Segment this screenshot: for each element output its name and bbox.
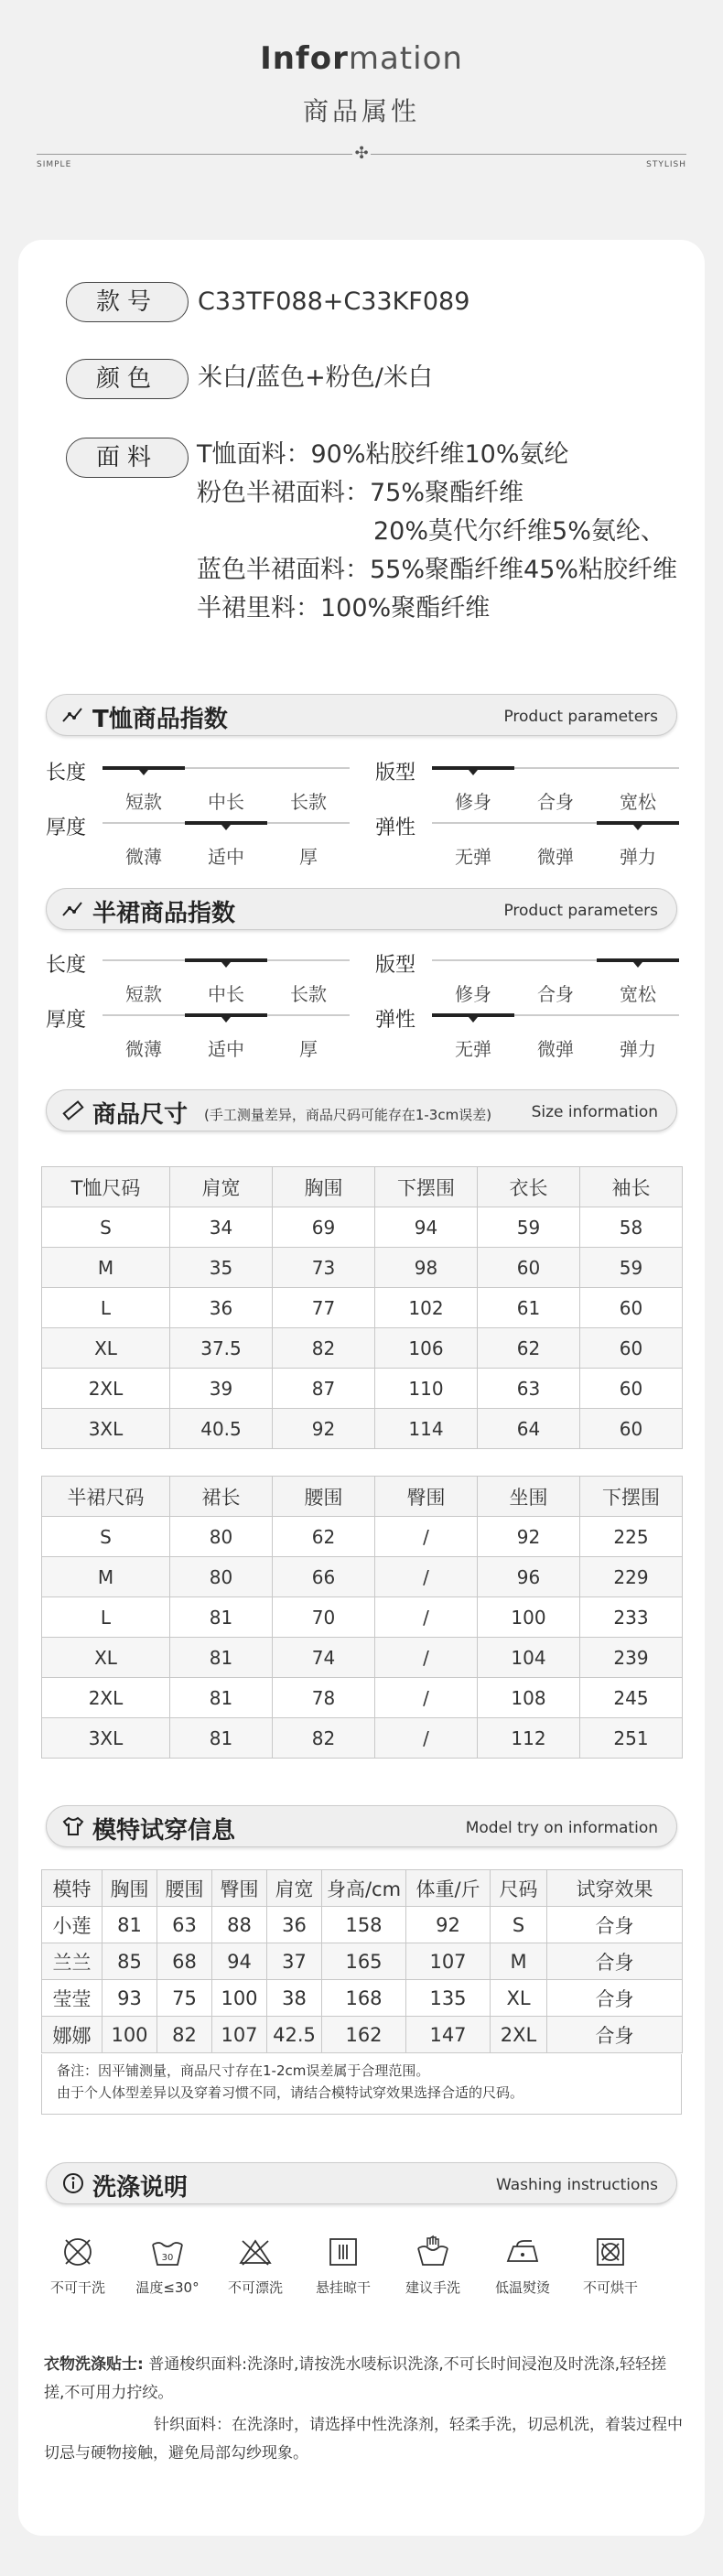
table-cell: 82 xyxy=(157,2017,212,2053)
param-option: 厚 xyxy=(299,846,318,868)
table-cell: 兰兰 xyxy=(42,1943,103,1980)
table-cell: 92 xyxy=(273,1409,375,1449)
table-cell: 2XL xyxy=(42,1369,170,1409)
param-label: 版型 xyxy=(375,954,416,977)
table-cell: M xyxy=(42,1557,170,1597)
table-cell: 合身 xyxy=(547,2017,683,2053)
table-cell: 2XL xyxy=(42,1678,170,1718)
table-cell: 98 xyxy=(375,1248,478,1288)
table-cell: 93 xyxy=(103,1980,157,2017)
table-cell: 81 xyxy=(170,1597,273,1638)
table-cell: 娜娜 xyxy=(42,2017,103,2053)
simple-tag: SIMPLE xyxy=(37,160,72,169)
table-cell: S xyxy=(42,1207,170,1248)
param-label: 长度 xyxy=(46,762,87,785)
table-cell: 60 xyxy=(580,1409,683,1449)
table-cell: 102 xyxy=(375,1288,478,1328)
param-marker-icon xyxy=(633,962,642,968)
table-cell: 162 xyxy=(322,2017,406,2053)
table-cell: 135 xyxy=(406,1980,491,2017)
table-cell: 68 xyxy=(157,1943,212,1980)
param-row xyxy=(375,812,677,868)
table-cell: 87 xyxy=(273,1369,375,1409)
model-info-header xyxy=(46,1805,677,1847)
wash-label: 温度≤30° xyxy=(135,2279,200,2296)
table-cell: 94 xyxy=(375,1207,478,1248)
param-label: 弹性 xyxy=(375,817,416,839)
table-cell: 36 xyxy=(267,1907,322,1943)
trend-line-icon xyxy=(61,897,85,921)
size-info-header xyxy=(46,1089,677,1131)
wash-item xyxy=(126,2234,209,2297)
hand-wash-icon xyxy=(415,2234,451,2270)
table-header-row xyxy=(42,1167,683,1207)
table-cell: 168 xyxy=(322,1980,406,2017)
wash-30-icon xyxy=(149,2234,186,2270)
page-title: Information xyxy=(260,40,463,77)
table-cell: 小莲 xyxy=(42,1907,103,1943)
table-cell: 92 xyxy=(406,1907,491,1943)
care-tips-line: 针织面料：在洗涤时，请选择中性洗涤剂，轻柔手洗，切忌机洗，着装过程中切忌与硬物接触，避免局部勾纱现象。 xyxy=(44,2416,683,2462)
wash-item xyxy=(302,2234,384,2297)
table-cell: 81 xyxy=(170,1718,273,1759)
table-cell: 60 xyxy=(580,1288,683,1328)
table-header-cell: 模特 xyxy=(42,1870,103,1907)
fabric-line: 蓝色半裙面料：55%聚酯纤维45%粘胶纤维 xyxy=(197,556,678,584)
table-cell: 81 xyxy=(170,1638,273,1678)
param-option: 合身 xyxy=(537,983,574,1005)
table-row xyxy=(42,1517,683,1557)
model-note-line: 备注：因平铺测量，商品尺寸存在1-2cm误差属于合理范围。 xyxy=(57,2062,430,2079)
product-info-card xyxy=(18,240,705,2536)
tshirt-size-table xyxy=(41,1166,683,1449)
cross-ornament-icon: ✣ xyxy=(352,145,371,163)
table-row xyxy=(42,1980,683,2017)
svg-text:30: 30 xyxy=(161,2253,174,2263)
table-cell: 80 xyxy=(170,1557,273,1597)
table-cell: 61 xyxy=(478,1288,580,1328)
table-cell: XL xyxy=(42,1328,170,1369)
table-cell: / xyxy=(375,1597,478,1638)
param-option: 适中 xyxy=(208,1038,244,1060)
param-option: 短款 xyxy=(125,791,162,813)
table-cell: 75 xyxy=(157,1980,212,2017)
table-header-cell: 下摆围 xyxy=(580,1477,683,1517)
table-cell: 74 xyxy=(273,1638,375,1678)
param-track xyxy=(103,822,350,868)
table-header-cell: 肩宽 xyxy=(267,1870,322,1907)
table-cell: 96 xyxy=(478,1557,580,1597)
table-cell: 36 xyxy=(170,1288,273,1328)
table-cell: 239 xyxy=(580,1638,683,1678)
model-note-box xyxy=(41,2054,682,2115)
param-marker-icon xyxy=(469,770,478,775)
fabric-label: 面料 xyxy=(66,438,189,478)
color-value: 米白/蓝色+粉色/米白 xyxy=(198,363,433,392)
section-english-title: Washing instructions xyxy=(495,2176,658,2194)
param-option: 中长 xyxy=(208,791,244,813)
table-cell: 114 xyxy=(375,1409,478,1449)
param-row xyxy=(375,949,677,1005)
info-icon xyxy=(61,2171,85,2195)
param-track xyxy=(432,767,679,813)
table-cell: 94 xyxy=(212,1943,267,1980)
table-cell: 112 xyxy=(478,1718,580,1759)
param-row xyxy=(46,812,348,868)
section-english-title: Model try on information xyxy=(465,1819,658,1837)
table-header-cell: T恤尺码 xyxy=(42,1167,170,1207)
param-label: 版型 xyxy=(375,762,416,785)
stylish-tag: STYLISH xyxy=(646,160,686,169)
table-cell: 108 xyxy=(478,1678,580,1718)
table-cell: 38 xyxy=(267,1980,322,2017)
fabric-line: 半裙里料：100%聚酯纤维 xyxy=(197,594,491,622)
table-cell: 107 xyxy=(212,2017,267,2053)
table-cell: 100 xyxy=(103,2017,157,2053)
table-cell: S xyxy=(491,1907,547,1943)
table-header-cell: 半裙尺码 xyxy=(42,1477,170,1517)
table-cell: 37 xyxy=(267,1943,322,1980)
param-option: 弹力 xyxy=(620,846,656,868)
fabric-line: T恤面料：90%粘胶纤维10%氨纶 xyxy=(197,440,569,469)
table-row xyxy=(42,2017,683,2053)
wash-label: 不可干洗 xyxy=(49,2279,105,2296)
table-cell: 81 xyxy=(103,1907,157,1943)
wash-item xyxy=(392,2234,474,2297)
param-option: 适中 xyxy=(208,846,244,868)
table-cell: / xyxy=(375,1517,478,1557)
wash-item xyxy=(37,2234,119,2297)
table-row xyxy=(42,1409,683,1449)
table-cell: 34 xyxy=(170,1207,273,1248)
table-cell: XL xyxy=(42,1638,170,1678)
table-header-cell: 试穿效果 xyxy=(547,1870,683,1907)
param-marker-icon xyxy=(633,825,642,830)
table-cell: L xyxy=(42,1597,170,1638)
table-cell: 229 xyxy=(580,1557,683,1597)
tshirt-params-header xyxy=(46,694,677,736)
param-marker-icon xyxy=(221,825,231,830)
table-cell: 37.5 xyxy=(170,1328,273,1369)
table-cell: / xyxy=(375,1678,478,1718)
table-cell: / xyxy=(375,1638,478,1678)
table-cell: 107 xyxy=(406,1943,491,1980)
param-option: 微薄 xyxy=(125,1038,162,1060)
care-tips-title: 衣物洗涤贴士: xyxy=(44,2355,144,2374)
wash-label: 不可烘干 xyxy=(582,2279,638,2296)
param-option: 微薄 xyxy=(125,846,162,868)
table-cell: 85 xyxy=(103,1943,157,1980)
hang-dry-icon xyxy=(325,2234,362,2270)
table-cell: 合身 xyxy=(547,1907,683,1943)
table-header-cell: 体重/斤 xyxy=(406,1870,491,1907)
table-cell: 39 xyxy=(170,1369,273,1409)
table-cell: 3XL xyxy=(42,1409,170,1449)
param-option: 弹力 xyxy=(620,1038,656,1060)
no-tumble-dry-icon xyxy=(592,2234,629,2270)
table-row xyxy=(42,1328,683,1369)
section-title: 模特试穿信息 xyxy=(92,1817,236,1845)
param-row xyxy=(375,757,677,813)
care-tips-text: 普通梭织面料:洗涤时,请按洗水唛标识洗涤,不可长时间浸泡及时洗涤,轻轻搓搓,不可用力拧绞。 xyxy=(44,2355,667,2402)
param-option: 合身 xyxy=(537,791,574,813)
table-cell: 69 xyxy=(273,1207,375,1248)
table-cell: 251 xyxy=(580,1718,683,1759)
table-cell: 58 xyxy=(580,1207,683,1248)
wash-item xyxy=(481,2234,564,2297)
model-number-label: 款号 xyxy=(66,282,189,322)
table-cell: 77 xyxy=(273,1288,375,1328)
table-row xyxy=(42,1369,683,1409)
table-header-cell: 肩宽 xyxy=(170,1167,273,1207)
param-option: 微弹 xyxy=(537,1038,574,1060)
table-cell: 100 xyxy=(212,1980,267,2017)
skirt-size-table xyxy=(41,1476,683,1759)
table-cell: 106 xyxy=(375,1328,478,1369)
param-row xyxy=(46,757,348,813)
low-iron-icon xyxy=(504,2234,541,2270)
table-header-cell: 坐围 xyxy=(478,1477,580,1517)
table-cell: XL xyxy=(491,1980,547,2017)
table-row xyxy=(42,1288,683,1328)
table-header-cell: 裙长 xyxy=(170,1477,273,1517)
table-cell: 92 xyxy=(478,1517,580,1557)
size-note: (手工测量差异，商品尺码可能存在1-3cm误差) xyxy=(204,1107,492,1123)
table-row xyxy=(42,1943,683,1980)
care-tips-line xyxy=(44,2351,685,2408)
table-cell: 59 xyxy=(478,1207,580,1248)
wash-label: 建议手洗 xyxy=(405,2279,460,2296)
table-cell: 合身 xyxy=(547,1980,683,2017)
model-fit-table xyxy=(41,1869,683,2053)
table-cell: 莹莹 xyxy=(42,1980,103,2017)
table-cell: 63 xyxy=(478,1369,580,1409)
table-header-cell: 尺码 xyxy=(491,1870,547,1907)
param-option: 微弹 xyxy=(537,846,574,868)
table-header-row xyxy=(42,1477,683,1517)
wash-item xyxy=(569,2234,652,2297)
param-option: 长款 xyxy=(290,983,327,1005)
table-cell: S xyxy=(42,1517,170,1557)
table-header-cell: 下摆围 xyxy=(375,1167,478,1207)
table-header-cell: 胸围 xyxy=(273,1167,375,1207)
param-row xyxy=(46,949,348,1005)
table-row xyxy=(42,1207,683,1248)
shirt-icon xyxy=(61,1814,85,1838)
no-bleach-icon xyxy=(237,2234,274,2270)
model-note-line: 由于个人体型差异以及穿着习惯不同，请结合模特试穿效果选择合适的尺码。 xyxy=(57,2084,524,2101)
skirt-params-header xyxy=(46,888,677,930)
table-cell: 245 xyxy=(580,1678,683,1718)
wash-label: 不可漂洗 xyxy=(227,2279,283,2296)
table-cell: 225 xyxy=(580,1517,683,1557)
table-cell: 40.5 xyxy=(170,1409,273,1449)
table-header-cell: 腰围 xyxy=(273,1477,375,1517)
table-row xyxy=(42,1597,683,1638)
table-cell: 110 xyxy=(375,1369,478,1409)
param-row xyxy=(46,1004,348,1060)
param-option: 厚 xyxy=(299,1038,318,1060)
param-track xyxy=(103,1014,350,1060)
table-cell: 59 xyxy=(580,1248,683,1288)
param-option: 长款 xyxy=(290,791,327,813)
trend-line-icon xyxy=(61,703,85,727)
param-label: 厚度 xyxy=(46,1009,87,1032)
table-cell: 80 xyxy=(170,1517,273,1557)
table-cell: 35 xyxy=(170,1248,273,1288)
section-title: 洗涤说明 xyxy=(92,2174,189,2202)
param-marker-icon xyxy=(469,1017,478,1023)
param-option: 宽松 xyxy=(620,791,656,813)
fabric-line: 20%莫代尔纤维5%氨纶、 xyxy=(373,517,665,546)
param-option: 无弹 xyxy=(455,846,491,868)
table-row xyxy=(42,1718,683,1759)
wash-item xyxy=(214,2234,297,2297)
table-cell: 60 xyxy=(580,1328,683,1369)
table-cell: 82 xyxy=(273,1718,375,1759)
table-cell: 合身 xyxy=(547,1943,683,1980)
table-cell: L xyxy=(42,1288,170,1328)
table-cell: 62 xyxy=(478,1328,580,1369)
table-header-cell: 衣长 xyxy=(478,1167,580,1207)
page-header xyxy=(0,0,723,238)
param-track xyxy=(103,959,350,1005)
table-cell: 64 xyxy=(478,1409,580,1449)
table-cell: 100 xyxy=(478,1597,580,1638)
table-header-cell: 臀围 xyxy=(212,1870,267,1907)
section-title: 商品尺寸 xyxy=(92,1101,189,1129)
table-cell: 104 xyxy=(478,1638,580,1678)
table-cell: 3XL xyxy=(42,1718,170,1759)
washing-header xyxy=(46,2162,677,2204)
param-track xyxy=(432,959,679,1005)
table-cell: M xyxy=(491,1943,547,1980)
param-marker-icon xyxy=(139,770,148,775)
table-row xyxy=(42,1557,683,1597)
param-track xyxy=(432,822,679,868)
table-row xyxy=(42,1678,683,1718)
table-row xyxy=(42,1638,683,1678)
table-cell: / xyxy=(375,1557,478,1597)
param-row xyxy=(375,1004,677,1060)
table-cell: 78 xyxy=(273,1678,375,1718)
table-cell: 66 xyxy=(273,1557,375,1597)
page-subtitle: 商品属性 xyxy=(302,96,420,126)
table-cell: 81 xyxy=(170,1678,273,1718)
fabric-line: 粉色半裙面料：75%聚酯纤维 xyxy=(197,479,524,507)
param-option: 短款 xyxy=(125,983,162,1005)
table-row xyxy=(42,1248,683,1288)
wash-label: 悬挂晾干 xyxy=(315,2279,371,2296)
table-cell: 42.5 xyxy=(267,2017,322,2053)
table-cell: 165 xyxy=(322,1943,406,1980)
table-header-cell: 袖长 xyxy=(580,1167,683,1207)
table-cell: 88 xyxy=(212,1907,267,1943)
table-cell: / xyxy=(375,1718,478,1759)
param-option: 修身 xyxy=(455,983,491,1005)
table-cell: 70 xyxy=(273,1597,375,1638)
table-cell: 60 xyxy=(580,1369,683,1409)
param-track xyxy=(103,767,350,813)
param-track xyxy=(432,1014,679,1060)
table-cell: 60 xyxy=(478,1248,580,1288)
table-header-cell: 腰围 xyxy=(157,1870,212,1907)
param-option: 中长 xyxy=(208,983,244,1005)
table-cell: 63 xyxy=(157,1907,212,1943)
table-cell: 73 xyxy=(273,1248,375,1288)
param-label: 厚度 xyxy=(46,817,87,839)
table-header-row xyxy=(42,1870,683,1907)
param-marker-icon xyxy=(221,962,231,968)
section-english-title: Product parameters xyxy=(503,902,658,920)
section-title: 半裙商品指数 xyxy=(92,900,236,927)
model-number-value: C33TF088+C33KF089 xyxy=(198,287,470,316)
table-cell: 233 xyxy=(580,1597,683,1638)
section-english-title: Product parameters xyxy=(503,708,658,726)
no-wash-icon xyxy=(59,2234,96,2270)
wash-label: 低温熨烫 xyxy=(494,2279,550,2296)
table-cell: 147 xyxy=(406,2017,491,2053)
param-marker-icon xyxy=(221,1017,231,1023)
param-option: 宽松 xyxy=(620,983,656,1005)
table-cell: M xyxy=(42,1248,170,1288)
table-header-cell: 胸围 xyxy=(103,1870,157,1907)
table-cell: 62 xyxy=(273,1517,375,1557)
section-english-title: Size information xyxy=(531,1103,658,1121)
table-header-cell: 臀围 xyxy=(375,1477,478,1517)
param-option: 无弹 xyxy=(455,1038,491,1060)
section-title: T恤商品指数 xyxy=(92,706,228,733)
table-row xyxy=(42,1907,683,1943)
table-cell: 2XL xyxy=(491,2017,547,2053)
param-label: 长度 xyxy=(46,954,87,977)
table-cell: 82 xyxy=(273,1328,375,1369)
table-cell: 158 xyxy=(322,1907,406,1943)
param-label: 弹性 xyxy=(375,1009,416,1032)
table-header-cell: 身高/cm xyxy=(322,1870,406,1907)
ruler-icon xyxy=(61,1099,85,1122)
color-label: 颜色 xyxy=(66,359,189,399)
param-option: 修身 xyxy=(455,791,491,813)
